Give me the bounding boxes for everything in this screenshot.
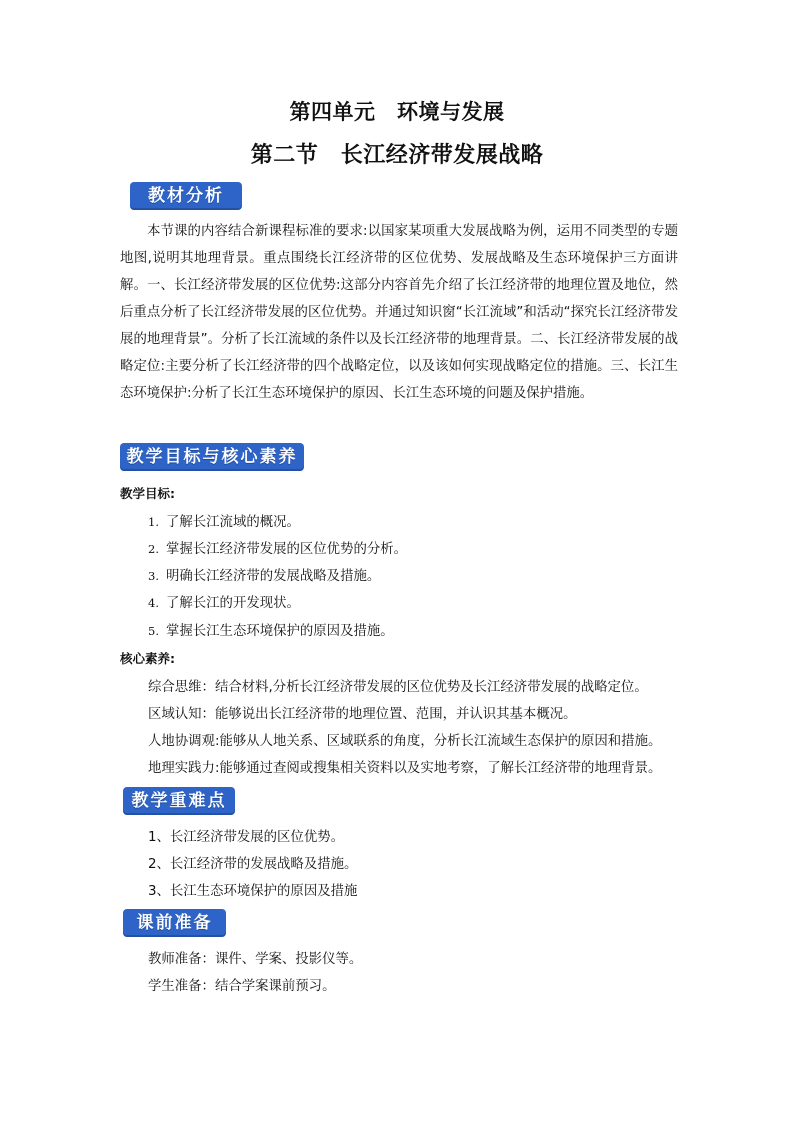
goal-item (148, 620, 394, 639)
goal-number: 4. (148, 596, 159, 610)
competency-item: 地理实践力:能够通过查阅或搜集相关资料以及实地考察，了解长江经济带的地理背景。 (148, 761, 662, 776)
goal-text: 明确长江经济带的发展战略及措施。 (166, 569, 381, 584)
analysis-heading: 教材分析 (148, 186, 224, 206)
goal-number: 2. (148, 542, 159, 556)
teacher-preparation: 教师准备：课件、学案、投影仪等。 (148, 952, 363, 967)
competency-item: 区域认知：能够说出长江经济带的地理位置、范围，并认识其基本概况。 (148, 707, 577, 722)
section-title: 第二节 长江经济带发展战略 (250, 142, 544, 168)
competency-item: 综合思维：结合材料,分析长江经济带发展的区位优势及长江经济带发展的战略定位。 (148, 680, 648, 695)
objectives-heading-banner (120, 443, 304, 471)
goal-number: 3. (148, 569, 159, 583)
student-preparation: 学生准备：结合学案课前预习。 (148, 979, 336, 994)
unit-title: 第四单元 环境与发展 (289, 99, 505, 124)
goal-item (148, 592, 300, 611)
analysis-heading-banner (130, 182, 242, 210)
goal-number: 5. (148, 624, 159, 638)
goal-item (148, 511, 300, 530)
goal-text: 了解长江的开发现状。 (166, 596, 300, 611)
key-point-item: 1、长江经济带发展的区位优势。 (148, 830, 344, 845)
goal-item (148, 538, 407, 557)
competency-label: 核心素养: (120, 651, 175, 666)
goal-text: 了解长江流域的概况。 (166, 515, 300, 530)
goal-text: 掌握长江生态环境保护的原因及措施。 (166, 624, 394, 639)
key-point-item: 3、长江生态环境保护的原因及措施 (148, 884, 358, 899)
competency-item: 人地协调观:能够从人地关系、区域联系的角度，分析长江流域生态保护的原因和措施。 (148, 734, 662, 749)
goals-label: 教学目标: (120, 486, 175, 501)
goal-number: 1. (148, 515, 159, 529)
goal-text: 掌握长江经济带发展的区位优势的分析。 (166, 542, 408, 557)
analysis-paragraph: 本节课的内容结合新课程标准的要求:以国家某项重大发展战略为例，运用不同类型的专题地图,说明其地理背景。重点围绕长江经济带的区位优势、发展战略及生态环境保护三方面讲解。一、长江经济带发展的区位优势:这部分内容首先介绍了长江经济带的地理位置及地位，然后重点分析了长江经济带发展的区位优势。并通过知识窗“长江流域”和活动“探究长江经济带发展的地理背景”。分析了长江流域的条件以及长江经济带的地理背景。二、长江经济带发展的战略定位:主要分析了长江经济带的四个战略定位，以及该如何实现战略定位的措施。三、长江生态环境保护:分析了长江生态环境保护的原因、长江生态环境的问题及保护措施。 (120, 224, 678, 401)
preparation-heading-banner (123, 909, 226, 937)
key-points-heading: 教学重难点 (131, 791, 227, 811)
key-points-heading-banner (123, 787, 235, 815)
preparation-heading: 课前准备 (136, 913, 213, 933)
goal-item (148, 565, 380, 584)
key-point-item: 2、长江经济带的发展战略及措施。 (148, 857, 358, 872)
objectives-heading: 教学目标与核心素养 (126, 447, 298, 467)
